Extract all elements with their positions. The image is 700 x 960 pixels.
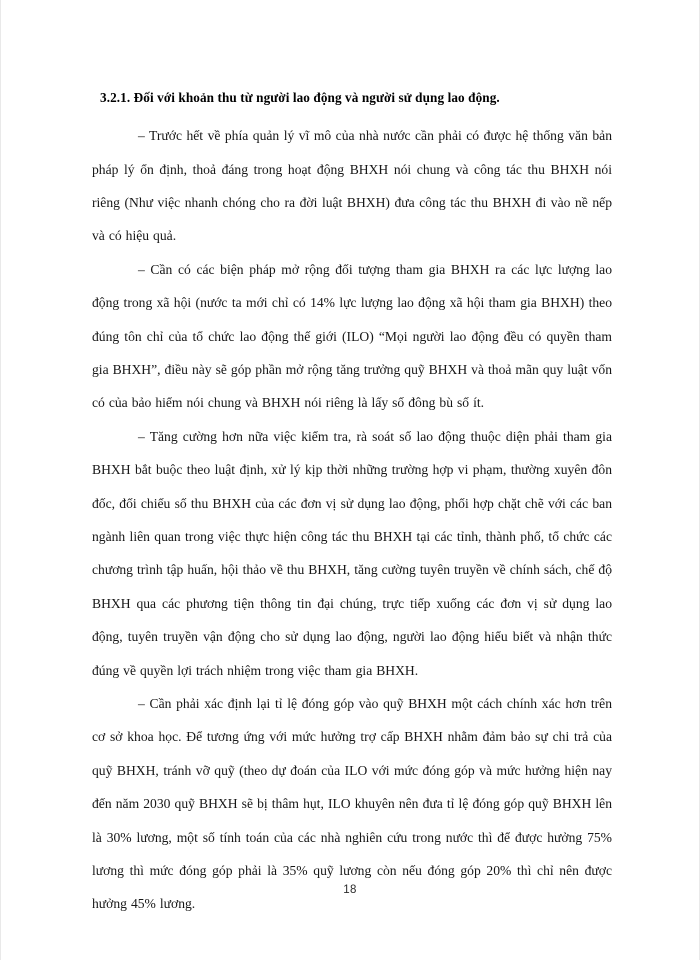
section-heading: 3.2.1. Đối với khoản thu từ người lao động và người sử dụng lao động. [100, 90, 500, 105]
body-paragraph-2: – Cần có các biện pháp mở rộng đối tượng tham gia BHXH ra các lực lượng lao động trong xã hội (nước ta mới chỉ có 14% lực lượng lao động xã hội tham gia BHXH) theo đúng tôn chỉ của tổ chức lao động thế giới (ILO) “Mọi người lao động đều có quyền tham gia BHXH”, điều này sẽ góp phần mở rộng tăng trưởng quỹ BHXH và thoả mãn quy luật vốn có của bảo hiểm nói chung và BHXH nói riêng là lấy số đông bù số ít. [92, 261, 612, 411]
page-content [92, 88, 612, 921]
body-paragraph-4: – Cần phải xác định lại tỉ lệ đóng góp vào quỹ BHXH một cách chính xác hơn trên cơ sở khoa học. Để tương ứng với mức hưởng trợ cấp BHXH nhằm đảm bảo sự chi trả của quỹ BHXH, tránh vỡ quỹ (theo dự đoán của ILO với mức đóng góp và mức hưởng hiện nay đến năm 2030 quỹ BHXH sẽ bị thâm hụt, ILO khuyên nên đưa tỉ lệ đóng góp quỹ BHXH lên là 30% lương, một số tính toán của các nhà nghiên cứu trong nước thì để được hưởng 75% lương thì mức đóng góp phải là 35% quỹ lương còn nếu đóng góp 20% thì chỉ nên được hưởng 45% lương. [92, 696, 612, 912]
body-paragraph-3: – Tăng cường hơn nữa việc kiểm tra, rà soát số lao động thuộc diện phải tham gia BHXH bắt buộc theo luật định, xử lý kịp thời những trường hợp vi phạm, thường xuyên đôn đốc, đối chiếu số thu BHXH của các đơn vị sử dụng lao động, phối hợp chặt chẽ với các ban ngành liên quan trong việc thực hiện công tác thu BHXH tại các tỉnh, thành phố, tổ chức các chương trình tập huấn, hội thảo về thu BHXH, tăng cường tuyên truyền về chính sách, chế độ BHXH qua các phương tiện thông tin đại chúng, trực tiếp xuống các đơn vị sử dụng lao động, tuyên truyền vận động cho sử dụng lao động, người lao động hiểu biết và nhận thức đúng về quyền lợi trách nhiệm trong việc tham gia BHXH. [92, 428, 612, 678]
page-edge-left [0, 0, 1, 960]
page-number: 18 [343, 884, 357, 896]
body-paragraph-1: – Trước hết về phía quản lý vĩ mô của nhà nước cần phải có được hệ thống văn bản pháp lý ổn định, thoả đáng trong hoạt động BHXH nói chung và công tác thu BHXH nói riêng (Như việc nhanh chóng cho ra đời luật BHXH) đưa công tác thu BHXH đi vào nề nếp và có hiệu quả. [92, 128, 612, 244]
